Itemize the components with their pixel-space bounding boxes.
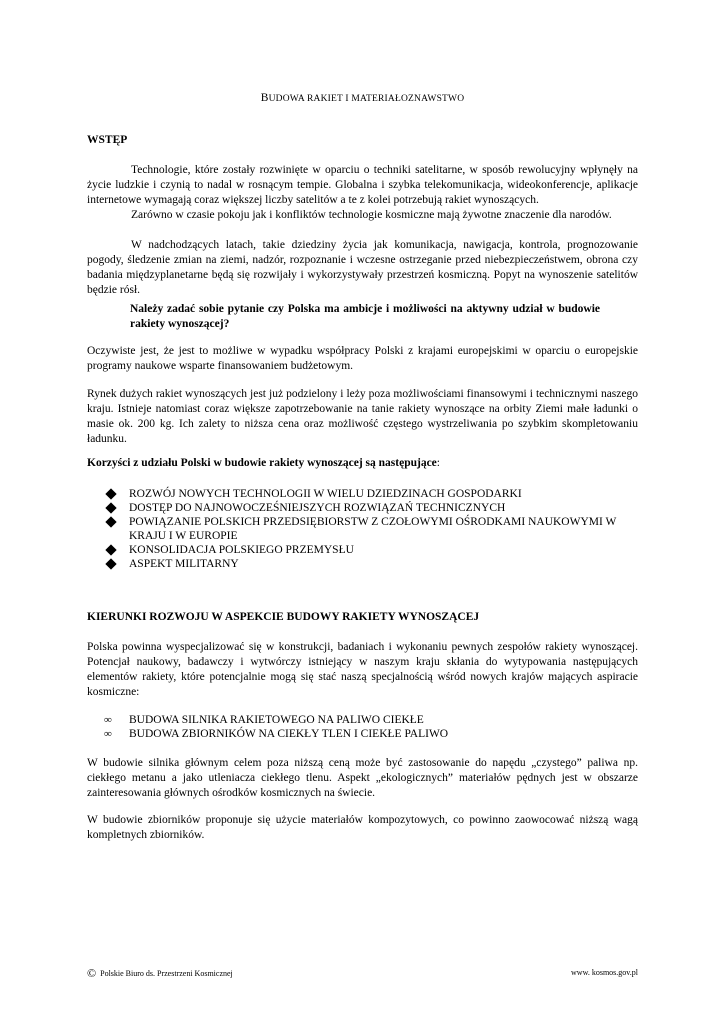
intro-question: Należy zadać sobie pytanie czy Polska ma ambicje i możliwości na aktywny udział w budowie rakiety wynoszącej?	[130, 303, 600, 330]
title-rest: UDOWA RAKIET I MATERIAŁOZNAWSTWO	[268, 94, 465, 104]
list-item	[104, 727, 656, 741]
footer-organization: Polskie Biuro ds. Przestrzeni Kosmicznej	[100, 969, 233, 978]
intro-paragraph-3: W nadchodzących latach, takie dziedziny życia jak komunikacja, nawigacja, kontrola, prognozowanie pogody, śledzenie zmian na ziemi, nadzór, rozpoznanie i wczesne ostrzeganie przed niebezpieczeństwem, obrona czy badania międzyplanetarne będą się rozwijały i wykorzystywały przestrzeń kosmiczną. Popyt na wynoszenie satelitów będzie rósł.	[87, 239, 638, 296]
copyright-icon: ©	[87, 966, 97, 980]
section2-paragraph-2: W budowie silnika głównym celem poza niższą ceną może być zastosowanie do napędu „czystego” paliwa np. ciekłego metanu a jako utleniacza ciekłego tlenu. Aspekt „ekologicznych” materiałów pędnych jest w obszarze zainteresowania głównych ośrodków kosmicznych na świecie.	[87, 757, 638, 799]
intro-paragraph-1: Technologie, które zostały rozwinięte w oparciu o techniki satelitarne, w sposób rewolucyjny wpłynęły na życie ludzkie i czynią to nadal w rosnącym tempie. Globalna i szybka telekomunikacja, wideokonferencje, aplikacje internetowe wymagają coraz większej liczby satelitów a te z kolei potrzebują rakiet wynoszących.	[87, 164, 638, 206]
list-item-text: BUDOWA ZBIORNIKÓW NA CIEKŁY TLEN I CIEKŁE PALIWO	[129, 728, 449, 740]
title-first-letter: B	[260, 92, 269, 104]
intro-heading: WSTĘP	[87, 134, 128, 146]
list-item	[104, 543, 656, 557]
list-item-text: DOSTĘP DO NAJNOWOCZEŚNIEJSZYCH ROZWIĄZAŃ TECHNICZNYCH	[129, 502, 506, 514]
benefits-list	[104, 487, 656, 571]
intro-paragraph-2: Zarówno w czasie pokoju jak i konfliktów technologie kosmiczne mają żywotne znaczenie dla narodów.	[131, 209, 612, 221]
list-item-text: POWIĄZANIE POLSKICH PRZEDSIĘBIORSTW Z CZOŁOWYMI OŚRODKAMI NAUKOWYMI W KRAJU I W EUROPIE	[129, 516, 617, 542]
diamond-bullet-icon	[105, 488, 116, 499]
benefits-heading-text: Korzyści z udziału Polski w budowie rakiety wynoszącej są następujące	[87, 457, 437, 469]
list-item	[104, 501, 656, 515]
infinity-bullet-icon: ∞	[104, 728, 112, 740]
footer-website: www. kosmos.gov.pl	[571, 968, 638, 977]
section2-heading: KIERUNKI ROZWOJU W ASPEKCIE BUDOWY RAKIETY WYNOSZĄCEJ	[87, 611, 480, 623]
list-item-text: BUDOWA SILNIKA RAKIETOWEGO NA PALIWO CIEKŁE	[129, 714, 424, 726]
section2-paragraph-1: Polska powinna wyspecjalizować się w konstrukcji, badaniach i wykonaniu pewnych zespołów rakiety wynoszącej. Potencjał naukowy, badawczy i wytwórczy istniejący w naszym kraju skłania do wytypowania następujących elementów rakiety, które potencjalnie mogą się stać naszą specjalnością wśród nowych krajów mających aspiracie kosmiczne:	[87, 641, 638, 698]
list-item	[104, 515, 656, 543]
footer-left	[87, 966, 233, 981]
document-title	[87, 92, 638, 104]
list-item-text: KONSOLIDACJA POLSKIEGO PRZEMYSŁU	[129, 544, 354, 556]
list-item-text: ASPEKT MILITARNY	[129, 558, 239, 570]
list-item	[104, 557, 656, 571]
diamond-bullet-icon	[105, 516, 116, 527]
benefits-heading	[87, 457, 440, 469]
diamond-bullet-icon	[105, 502, 116, 513]
list-item-text: ROZWÓJ NOWYCH TECHNOLOGII W WIELU DZIEDZINACH GOSPODARKI	[129, 488, 522, 500]
section2-paragraph-3: W budowie zbiorników proponuje się użycie materiałów kompozytowych, co powinno zaowocować niższą wagą kompletnych zbiorników.	[87, 814, 638, 841]
benefits-heading-colon: :	[436, 457, 440, 469]
list-item	[104, 487, 656, 501]
infinity-bullet-icon: ∞	[104, 714, 112, 726]
intro-paragraph-5: Rynek dużych rakiet wynoszących jest już podzielony i leży poza możliwościami finansowymi i technicznymi naszego kraju. Istnieje natomiast coraz większe zapotrzebowanie na tanie rakiety wynoszące na orbity Ziemi małe ładunki o masie ok. 200 kg. Ich zalety to niższa cena oraz możliwość częstego wystrzeliwania po szybkim skompletowaniu ładunku.	[87, 388, 638, 445]
diamond-bullet-icon	[105, 544, 116, 555]
intro-paragraph-4: Oczywiste jest, że jest to możliwe w wypadku współpracy Polski z krajami europejskimi w oparciu o europejskie programy naukowe wsparte finansowaniem budżetowym.	[87, 345, 638, 372]
components-list	[104, 713, 656, 741]
list-item	[104, 713, 656, 727]
diamond-bullet-icon	[105, 558, 116, 569]
